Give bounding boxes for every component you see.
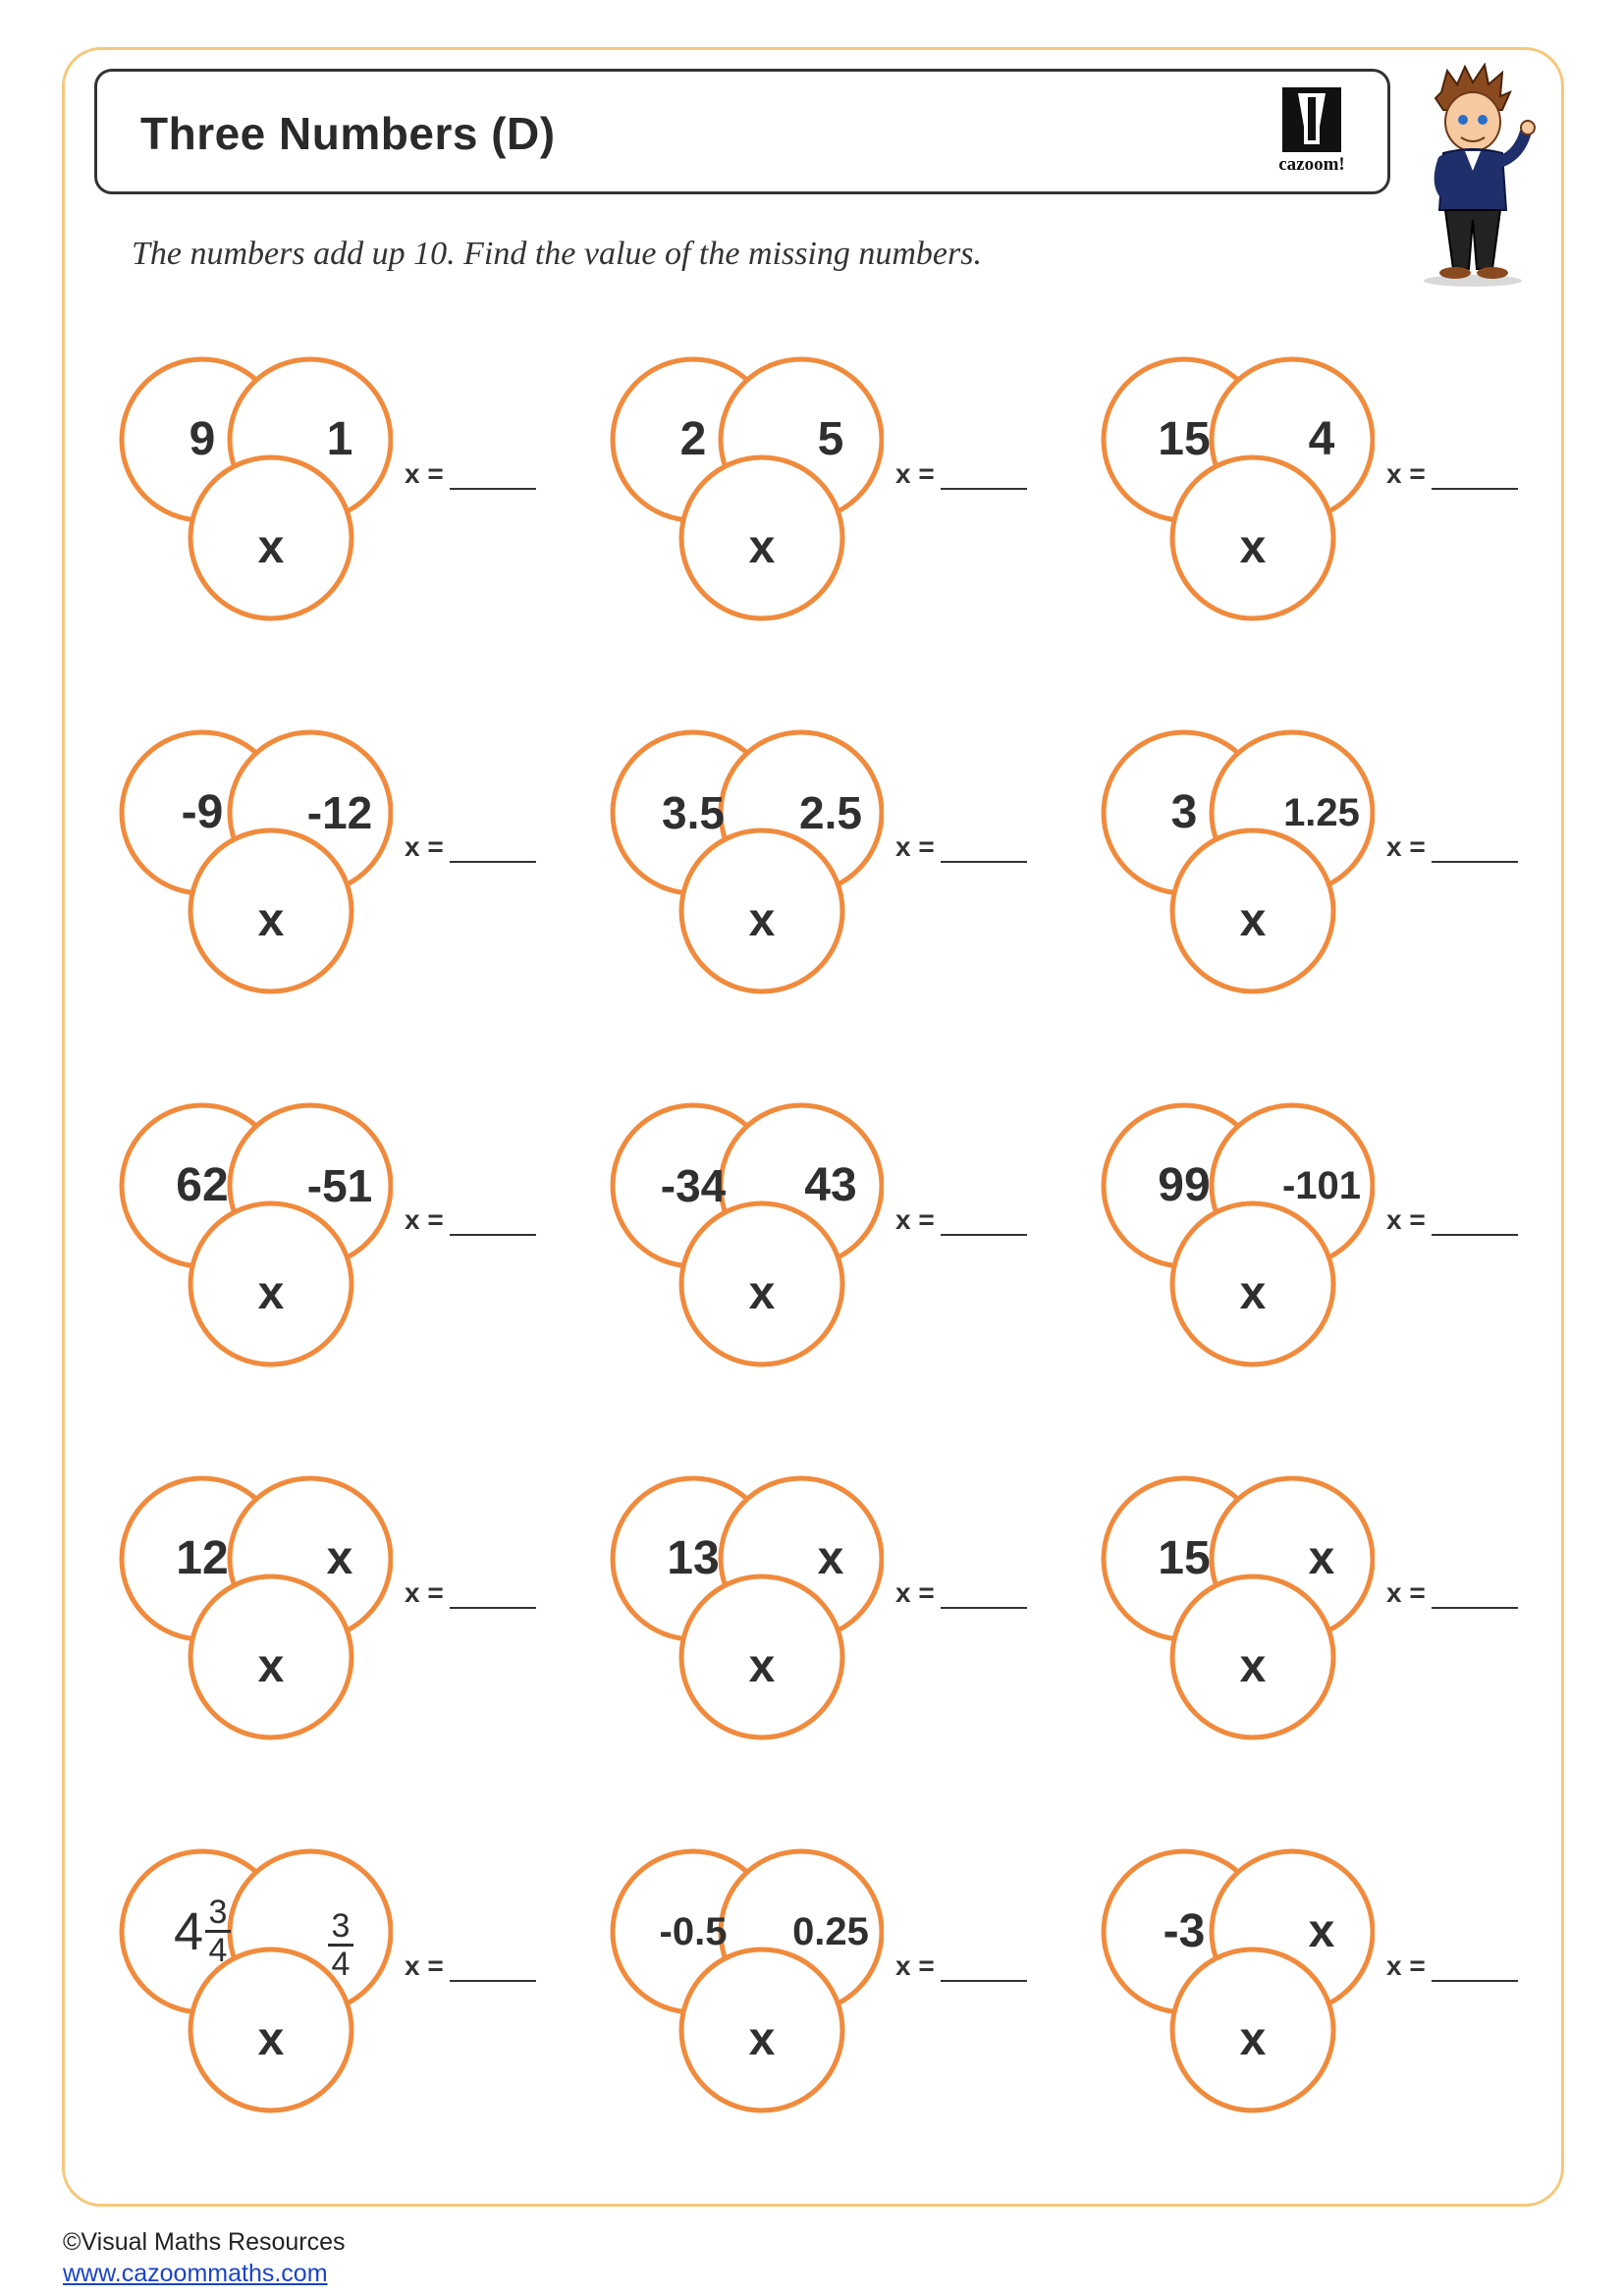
answer-label: x = xyxy=(405,1950,444,1981)
three-circles-diagram xyxy=(589,355,884,640)
value-b: 1.25 xyxy=(1283,791,1360,834)
answer-line[interactable] xyxy=(450,466,536,490)
value-b: 43 xyxy=(804,1159,857,1211)
puzzle-11 xyxy=(589,1474,1051,1759)
answer-label: x = xyxy=(1386,458,1426,489)
answer-line[interactable] xyxy=(450,1585,536,1609)
fraction-denominator: 4 xyxy=(331,1946,351,1983)
puzzle-5 xyxy=(589,728,1051,1013)
answer-line[interactable] xyxy=(1432,1585,1518,1609)
value-b: x xyxy=(817,1532,844,1584)
puzzle-15 xyxy=(1080,1847,1542,2132)
value-c: x xyxy=(1239,521,1267,573)
answer-label: x = xyxy=(1386,1950,1426,1981)
value-a: -3 xyxy=(1163,1905,1206,1957)
puzzle-9 xyxy=(1080,1101,1542,1386)
instructions-text: The numbers add up 10. Find the value of the missing numbers. xyxy=(132,236,982,272)
answer-label: x = xyxy=(1386,831,1426,862)
three-circles-diagram xyxy=(1080,1101,1375,1386)
three-circles-diagram xyxy=(98,728,393,1013)
logo-text: cazoom! xyxy=(1278,154,1345,175)
answer-label: x = xyxy=(405,1204,444,1235)
puzzle-4 xyxy=(98,728,560,1013)
answer-line[interactable] xyxy=(941,466,1027,490)
value-c: x xyxy=(257,2013,285,2065)
answer-line[interactable] xyxy=(941,1212,1027,1236)
three-circles-diagram xyxy=(98,1474,393,1759)
puzzle-7 xyxy=(98,1101,560,1386)
value-c: x xyxy=(257,1640,285,1692)
answer-label: x = xyxy=(895,1204,935,1235)
answer-blank[interactable] xyxy=(1386,831,1518,863)
value-c: x xyxy=(748,1267,776,1319)
value-c: x xyxy=(1239,2013,1267,2065)
three-circles-diagram xyxy=(98,1101,393,1386)
value-c: x xyxy=(257,1267,285,1319)
fraction xyxy=(205,1895,231,1968)
website-link[interactable]: www.cazoommaths.com xyxy=(63,2260,328,2287)
answer-blank[interactable] xyxy=(895,1204,1027,1236)
puzzle-10 xyxy=(98,1474,560,1759)
three-circles-diagram xyxy=(98,1847,393,2132)
three-circles-diagram xyxy=(589,728,884,1013)
answer-line[interactable] xyxy=(450,839,536,863)
fraction-denominator: 4 xyxy=(208,1932,228,1969)
value-c: x xyxy=(1239,1267,1267,1319)
three-circles-diagram xyxy=(1080,1474,1375,1759)
answer-blank[interactable] xyxy=(1386,1577,1518,1609)
value-b: 0.25 xyxy=(792,1910,869,1953)
value-a: 62 xyxy=(176,1159,229,1211)
logo-cup-icon xyxy=(1282,87,1341,152)
answer-line[interactable] xyxy=(1432,1212,1518,1236)
answer-blank[interactable] xyxy=(405,1577,536,1609)
answer-line[interactable] xyxy=(941,1585,1027,1609)
value-a: 3 xyxy=(1170,786,1198,838)
answer-blank[interactable] xyxy=(1386,1204,1518,1236)
puzzle-13 xyxy=(98,1847,560,2132)
answer-blank[interactable] xyxy=(1386,458,1518,490)
answer-label: x = xyxy=(1386,1204,1426,1235)
value-b: -51 xyxy=(306,1160,373,1211)
three-circles-diagram xyxy=(589,1847,884,2132)
fraction-numerator: 3 xyxy=(331,1907,351,1945)
answer-line[interactable] xyxy=(1432,466,1518,490)
value-b: -101 xyxy=(1281,1164,1362,1207)
value-a: 3.5 xyxy=(662,787,725,838)
value-a: -34 xyxy=(660,1160,727,1211)
puzzle-1 xyxy=(98,355,560,640)
answer-line[interactable] xyxy=(450,1212,536,1236)
answer-blank[interactable] xyxy=(405,1950,536,1982)
value-a: 9 xyxy=(189,413,216,465)
answer-label: x = xyxy=(1386,1577,1426,1608)
fraction-numerator: 3 xyxy=(208,1894,228,1931)
value-c: x xyxy=(748,894,776,946)
three-circles-diagram xyxy=(1080,728,1375,1013)
value-a: 2 xyxy=(679,413,707,465)
three-circles-diagram xyxy=(1080,1847,1375,2132)
answer-line[interactable] xyxy=(1432,839,1518,863)
answer-label: x = xyxy=(895,1950,935,1981)
value-a: 15 xyxy=(1158,1532,1211,1584)
answer-label: x = xyxy=(895,1577,935,1608)
answer-blank[interactable] xyxy=(405,458,536,490)
value-c: x xyxy=(748,521,776,573)
mascot-boy-icon xyxy=(1404,63,1542,289)
answer-blank[interactable] xyxy=(895,1577,1027,1609)
answer-line[interactable] xyxy=(450,1958,536,1982)
mixed-number xyxy=(174,1895,231,1968)
answer-line[interactable] xyxy=(941,839,1027,863)
value-b: 4 xyxy=(1308,413,1335,465)
value-c: x xyxy=(257,521,285,573)
answer-blank[interactable] xyxy=(405,831,536,863)
puzzle-8 xyxy=(589,1101,1051,1386)
value-c: x xyxy=(1239,894,1267,946)
puzzle-6 xyxy=(1080,728,1542,1013)
answer-label: x = xyxy=(895,831,935,862)
value-a: -0.5 xyxy=(659,1910,728,1953)
answer-line[interactable] xyxy=(1432,1958,1518,1982)
answer-label: x = xyxy=(405,1577,444,1608)
answer-label: x = xyxy=(405,458,444,489)
value-b: x xyxy=(326,1532,353,1584)
answer-label: x = xyxy=(895,458,935,489)
puzzle-12 xyxy=(1080,1474,1542,1759)
value-c: x xyxy=(1239,1640,1267,1692)
value-a: 15 xyxy=(1158,413,1211,465)
three-circles-diagram xyxy=(1080,355,1375,640)
title-box xyxy=(94,69,1390,194)
puzzle-3 xyxy=(1080,355,1542,640)
fraction xyxy=(328,1908,353,1982)
mixed-whole: 4 xyxy=(173,1901,204,1961)
value-c: x xyxy=(748,1640,776,1692)
answer-blank[interactable] xyxy=(895,831,1027,863)
value-b: 2.5 xyxy=(799,787,862,838)
answer-label: x = xyxy=(405,831,444,862)
value-a xyxy=(134,1895,271,1968)
answer-line[interactable] xyxy=(941,1958,1027,1982)
value-a: 13 xyxy=(667,1532,720,1584)
three-circles-diagram xyxy=(589,1474,884,1759)
value-b: x xyxy=(1308,1532,1335,1584)
value-c: x xyxy=(748,2013,776,2065)
puzzle-14 xyxy=(589,1847,1051,2132)
puzzle-2 xyxy=(589,355,1051,640)
footer xyxy=(63,2226,346,2289)
value-b: 1 xyxy=(326,413,353,465)
value-b: x xyxy=(1308,1905,1335,1957)
value-c: x xyxy=(257,894,285,946)
value-b: -12 xyxy=(306,787,373,838)
three-circles-diagram xyxy=(589,1101,884,1386)
answer-blank[interactable] xyxy=(1386,1950,1518,1982)
value-b xyxy=(271,1895,408,1982)
answer-blank[interactable] xyxy=(895,1950,1027,1982)
value-b: 5 xyxy=(817,413,844,465)
value-a: 99 xyxy=(1158,1159,1211,1211)
value-a: -9 xyxy=(181,786,224,838)
page-title: Three Numbers (D) xyxy=(140,108,556,159)
three-circles-diagram xyxy=(98,355,393,640)
cazoom-logo xyxy=(1270,87,1354,182)
value-a: 12 xyxy=(176,1532,229,1584)
answer-blank[interactable] xyxy=(405,1204,536,1236)
copyright-text: ©Visual Maths Resources xyxy=(63,2228,346,2256)
answer-blank[interactable] xyxy=(895,458,1027,490)
